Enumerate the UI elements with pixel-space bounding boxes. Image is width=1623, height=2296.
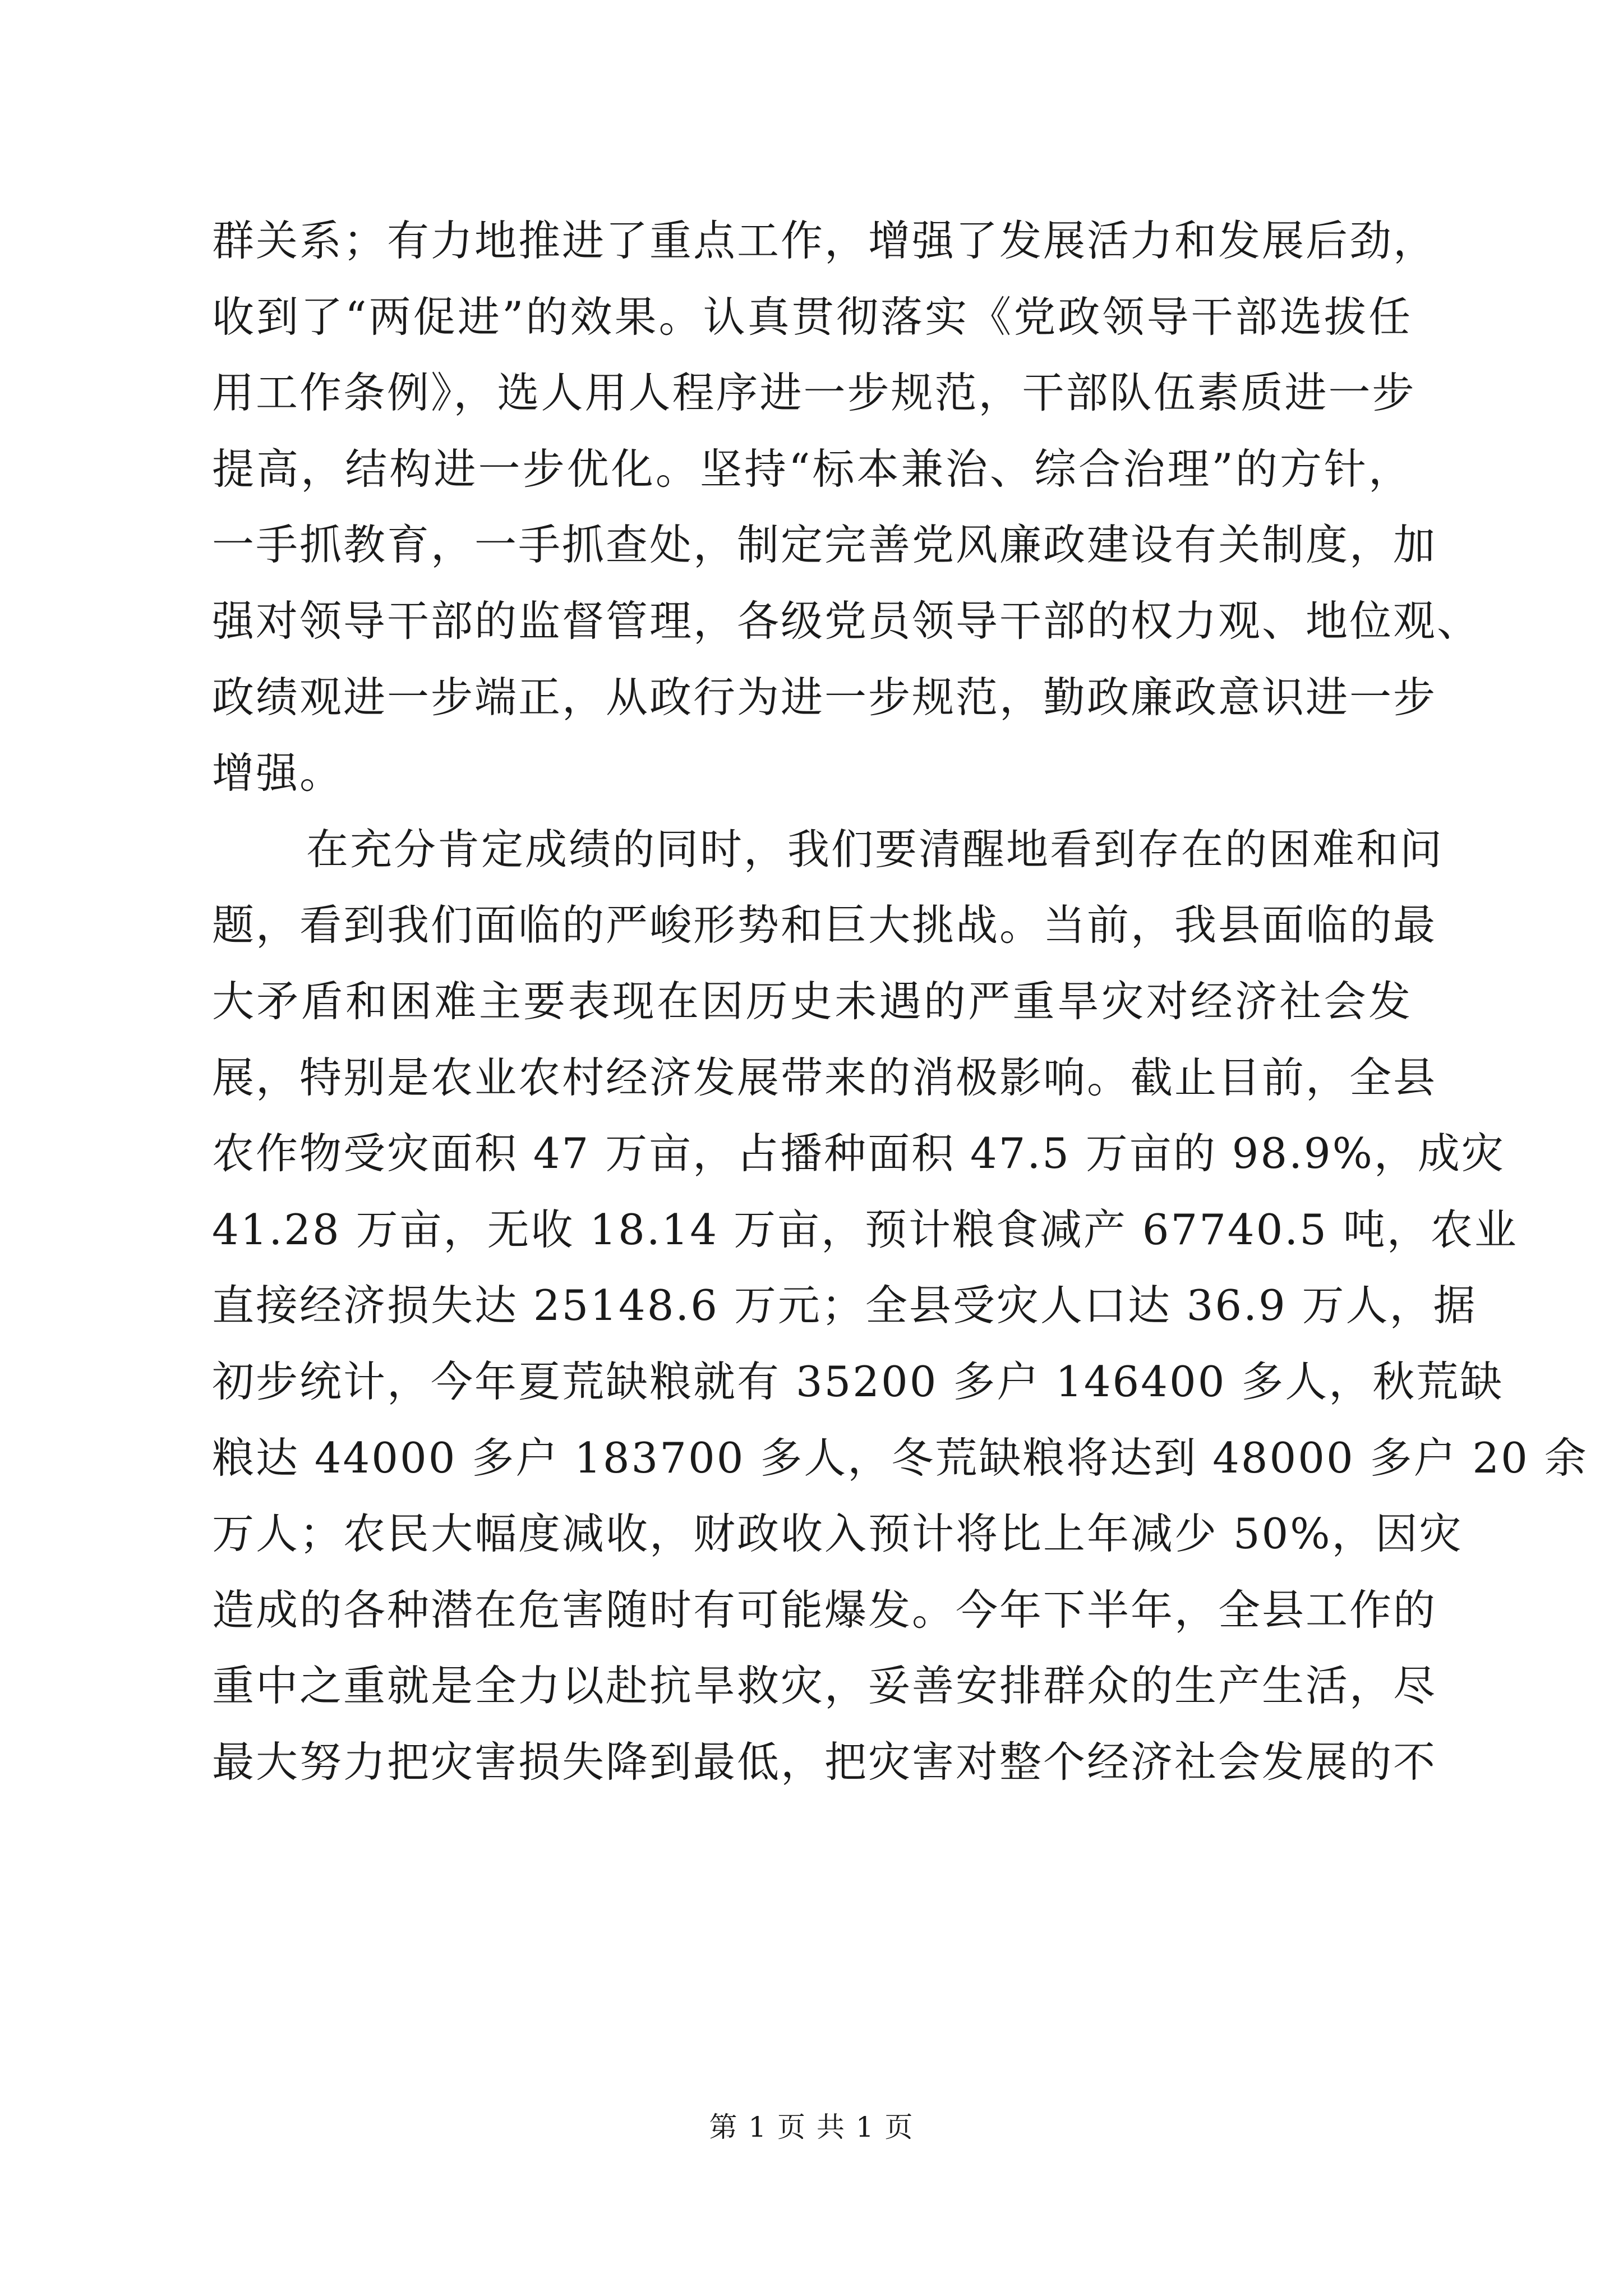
text-line: 提高，结构进一步优化。坚持“标本兼治、综合治理”的方针， <box>212 444 1412 494</box>
text-line: 万人；农民大幅度减收，财政收入预计将比上年减少 50%，因灾 <box>212 1509 1463 1559</box>
text-line: 农作物受灾面积 47 万亩，占播种面积 47.5 万亩的 98.9%，成灾 <box>212 1129 1505 1179</box>
text-line: 大矛盾和困难主要表现在因历史未遇的严重旱灾对经济社会发 <box>212 976 1412 1026</box>
text-line: 重中之重就是全力以赴抗旱救灾，妥善安排群众的生产生活，尽 <box>212 1661 1437 1711</box>
text-line: 造成的各种潜在危害随时有可能爆发。今年下半年，全县工作的 <box>212 1585 1437 1635</box>
text-line: 用工作条例》，选人用人程序进一步规范，干部队伍素质进一步 <box>212 368 1416 418</box>
text-line: 41.28 万亩，无收 18.14 万亩，预计粮食减产 67740.5 吨，农业 <box>212 1204 1518 1254</box>
text-line: 强对领导干部的监督管理，各级党员领导干部的权力观、地位观、 <box>212 596 1481 646</box>
text-line: 初步统计，今年夏荒缺粮就有 35200 多户 146400 多人，秋荒缺 <box>212 1356 1504 1406</box>
text-line: 直接经济损失达 25148.6 万元；全县受灾人口达 36.9 万人，据 <box>212 1281 1477 1331</box>
document-body <box>212 203 1588 1800</box>
text-line: 最大努力把灾害损失降到最低，把灾害对整个经济社会发展的不 <box>212 1737 1437 1787</box>
text-line: 展，特别是农业农村经济发展带来的消极影响。截止目前，全县 <box>212 1052 1437 1102</box>
text-line: 增强。 <box>212 748 344 798</box>
text-line: 收到了“两促进”的效果。认真贯彻落实《党政领导干部选拔任 <box>212 292 1412 342</box>
text-line: 粮达 44000 多户 183700 多人，冬荒缺粮将达到 48000 多户 20 余 <box>212 1433 1588 1483</box>
text-line: 题，看到我们面临的严峻形势和巨大挑战。当前，我县面临的最 <box>212 900 1437 950</box>
text-line: 群关系；有力地推进了重点工作，增强了发展活力和发展后劲， <box>212 216 1437 265</box>
paragraph-first-line: 在充分肯定成绩的同时，我们要清醒地看到存在的困难和问 <box>306 824 1444 874</box>
page-footer: 第 1 页 共 1 页 <box>709 2111 914 2143</box>
text-line: 一手抓教育，一手抓查处，制定完善党风廉政建设有关制度，加 <box>212 520 1437 570</box>
text-line: 政绩观进一步端正，从政行为进一步规范，勤政廉政意识进一步 <box>212 672 1437 722</box>
